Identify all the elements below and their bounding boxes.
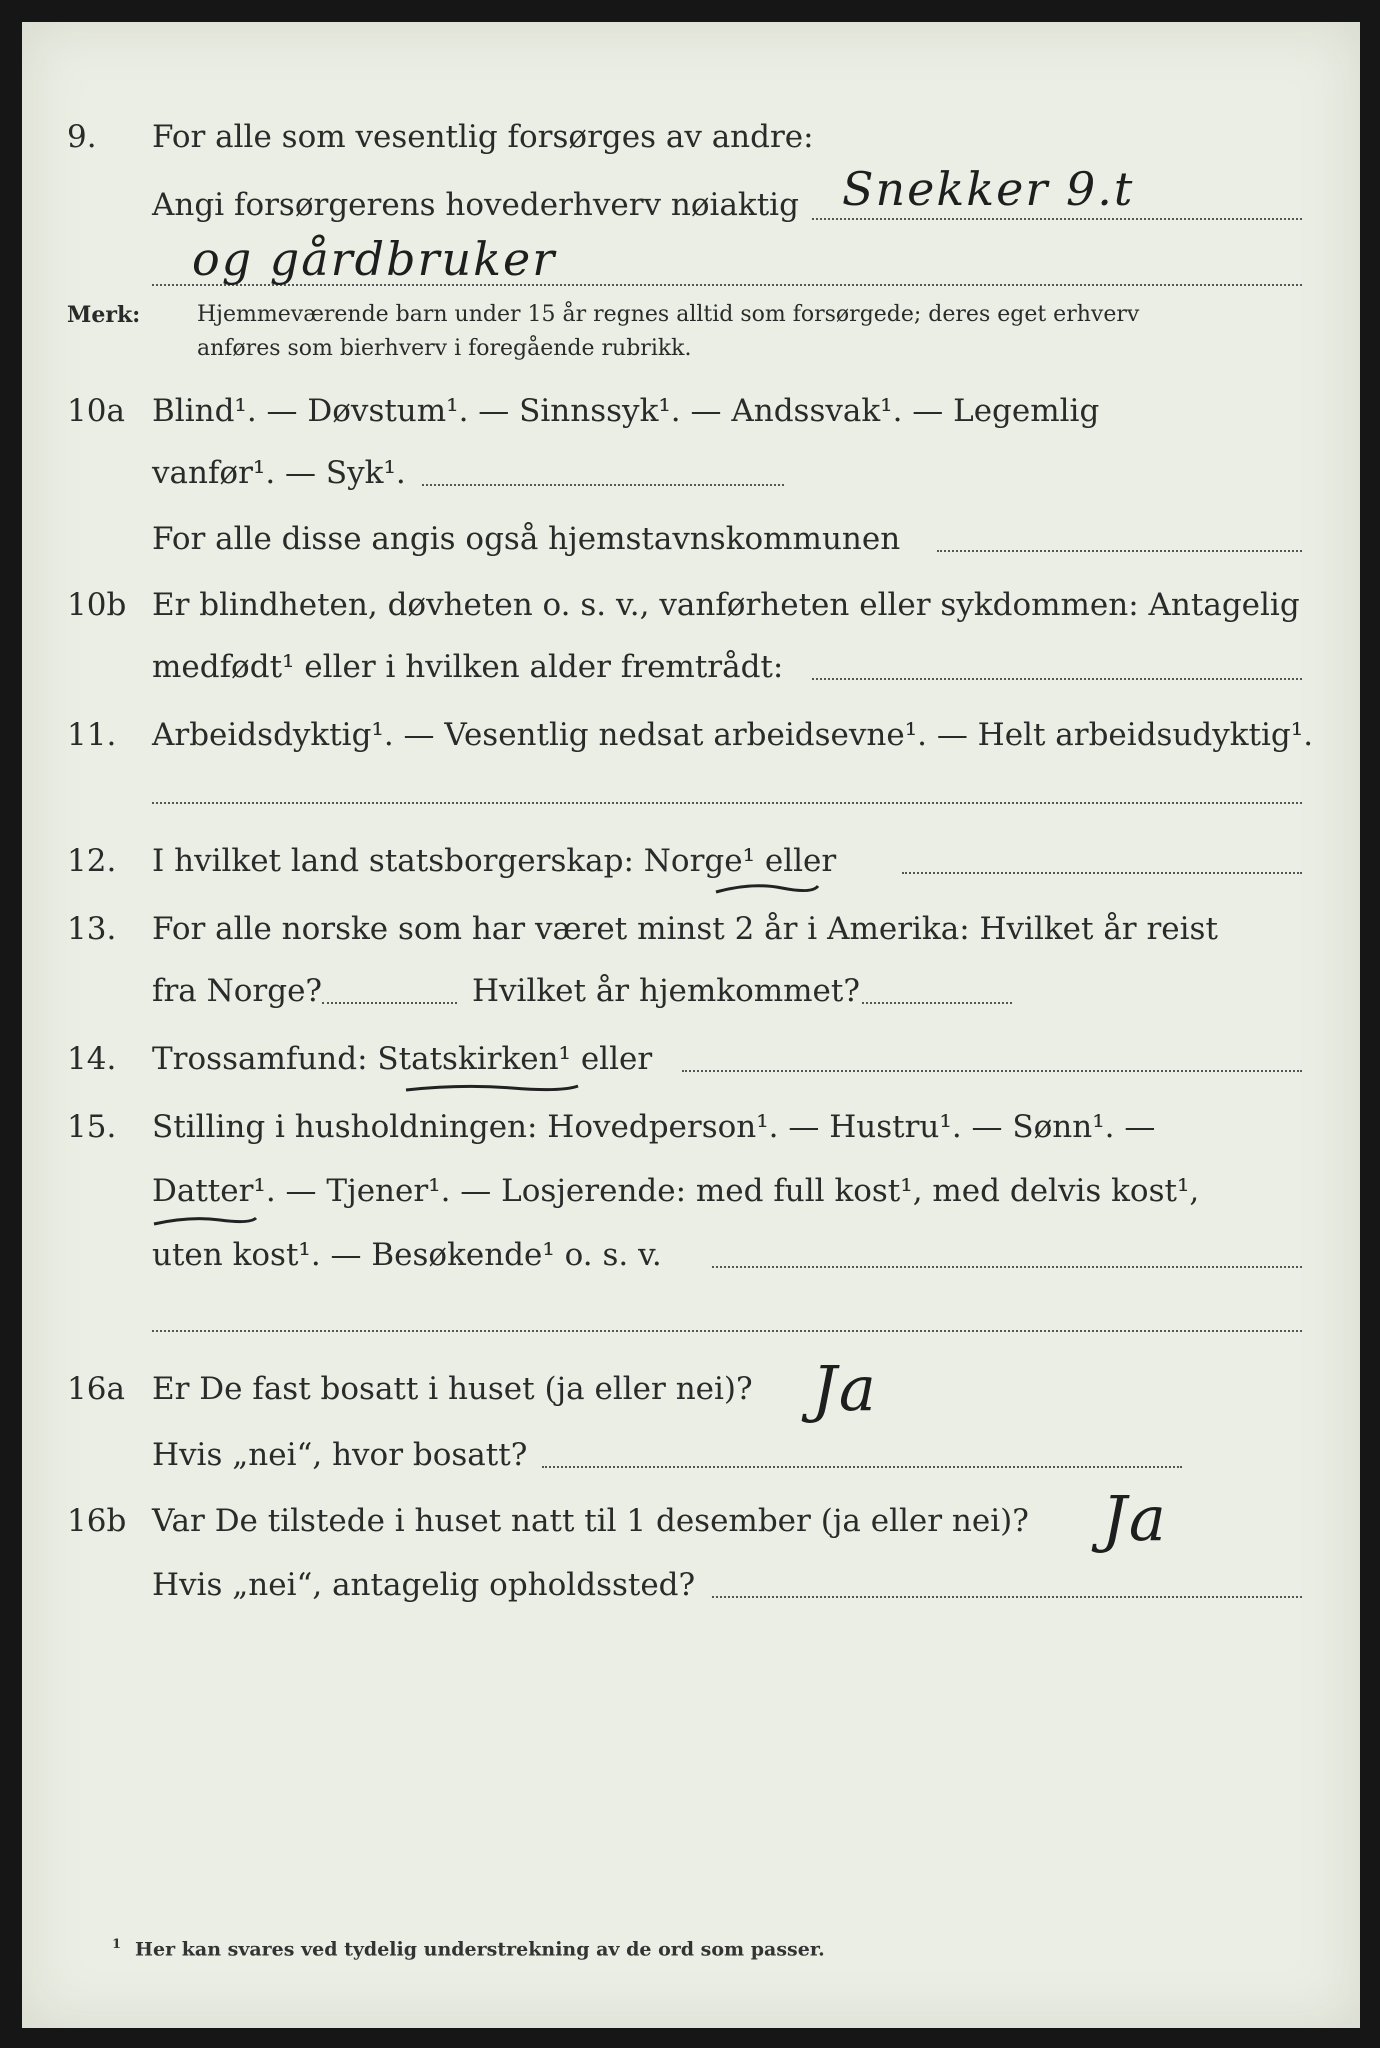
question-11-row [22,712,1360,758]
question-number: 12. [67,843,117,879]
question-9-occupation-row [22,182,1360,228]
question-text: I hvilket land statsborgerskap: Norge¹ eller [152,843,837,879]
answer-line [937,550,1302,552]
question-text: vanfør¹. — Syk¹. [152,455,406,491]
question-text: uten kost¹. — Besøkende¹ o. s. v. [152,1237,662,1273]
question-text: Hvis „nei“, hvor bosatt? [152,1437,528,1473]
answer-line [322,1002,457,1004]
question-text: Stilling i husholdningen: Hovedperson¹. — Hustru¹. — Sønn¹. — [152,1109,1156,1145]
question-9-row [22,114,1360,160]
answer-line [152,802,1302,804]
question-12-row [22,838,1360,884]
question-text: Hvis „nei“, antagelig opholdssted? [152,1567,696,1603]
answer-line [812,218,1302,220]
question-text: Arbeidsdyktig¹. — Vesentlig nedsat arbeidsevne¹. — Helt arbeidsudyktig¹. [152,717,1314,753]
answer-line [902,872,1302,874]
handwritten-answer-16b: Ja [1102,1482,1168,1555]
question-number: 9. [67,119,97,155]
note-text-1: Hjemmeværende barn under 15 år regnes alltid som forsørgede; deres eget erhverv [197,302,1140,327]
note-text-2: anføres som bierhverv i foregående rubrikk. [197,336,692,361]
question-13-row-2 [22,968,1360,1014]
question-16b-row-2 [22,1562,1360,1608]
question-16a-row-2 [22,1432,1360,1478]
question-14-row [22,1036,1360,1082]
handwritten-occupation-1: Snekker 9.t [842,162,1135,216]
footnote [112,1937,825,1960]
question-text: For alle som vesentlig forsørges av andre: [152,119,814,155]
question-number: 16a [67,1371,125,1407]
question-text: Angi forsørgerens hovederhverv nøiaktig [152,187,799,223]
question-10a-row-3 [22,516,1360,562]
question-13-row [22,906,1360,952]
question-text: fra Norge? [152,973,323,1009]
answer-line [712,1266,1302,1268]
question-number: 14. [67,1041,117,1077]
answer-line [422,484,784,486]
question-text: Hvilket år hjemkommet? [472,973,860,1009]
question-text: For alle disse angis også hjemstavnskommunen [152,521,901,557]
question-text: Blind¹. — Døvstum¹. — Sinnssyk¹. — Andssvak¹. — Legemlig [152,393,1100,429]
question-15-row-3 [22,1232,1360,1278]
question-15-row [22,1104,1360,1150]
question-text: Er blindheten, døvheten o. s. v., vanførheten eller sykdommen: Antagelig [152,587,1300,623]
answer-line [812,678,1302,680]
answer-line [862,1002,1012,1004]
footnote-mark: 1 [112,1937,122,1952]
underline-mark [150,1212,260,1232]
answer-line [712,1596,1302,1598]
question-15-row-2 [22,1168,1360,1214]
underline-mark [712,880,822,900]
question-16a-row [22,1366,1360,1412]
question-10a-row [22,388,1360,434]
question-text: Trossamfund: Statskirken¹ eller [152,1041,653,1077]
question-text: medfødt¹ eller i hvilken alder fremtrådt: [152,649,784,685]
handwritten-answer-16a: Ja [812,1352,878,1425]
question-number: 11. [67,717,117,753]
note-label: Merk: [67,302,141,328]
question-text: Er De fast bosatt i huset (ja eller nei)? [152,1371,753,1407]
question-number: 10b [67,587,127,623]
question-number: 16b [67,1503,127,1539]
question-10a-row-2 [22,450,1360,496]
question-10b-row-2 [22,644,1360,690]
census-form-page [22,22,1360,2028]
answer-line [682,1070,1302,1072]
question-10b-row [22,582,1360,628]
footnote-text: Her kan svares ved tydelig understrekning av de ord som passer. [135,1938,825,1961]
question-number: 13. [67,911,117,947]
underline-mark [402,1080,582,1100]
question-number: 15. [67,1109,117,1145]
question-text: Var De tilstede i huset natt til 1 desember (ja eller nei)? [152,1503,1029,1539]
handwritten-occupation-2: og gårdbruker [192,232,557,286]
question-text: For alle norske som har været minst 2 år i Amerika: Hvilket år reist [152,911,1218,947]
question-text: Datter¹. — Tjener¹. — Losjerende: med full kost¹, med delvis kost¹, [152,1173,1200,1209]
answer-line [152,1330,1302,1332]
answer-line [542,1466,1182,1468]
question-number: 10a [67,393,125,429]
